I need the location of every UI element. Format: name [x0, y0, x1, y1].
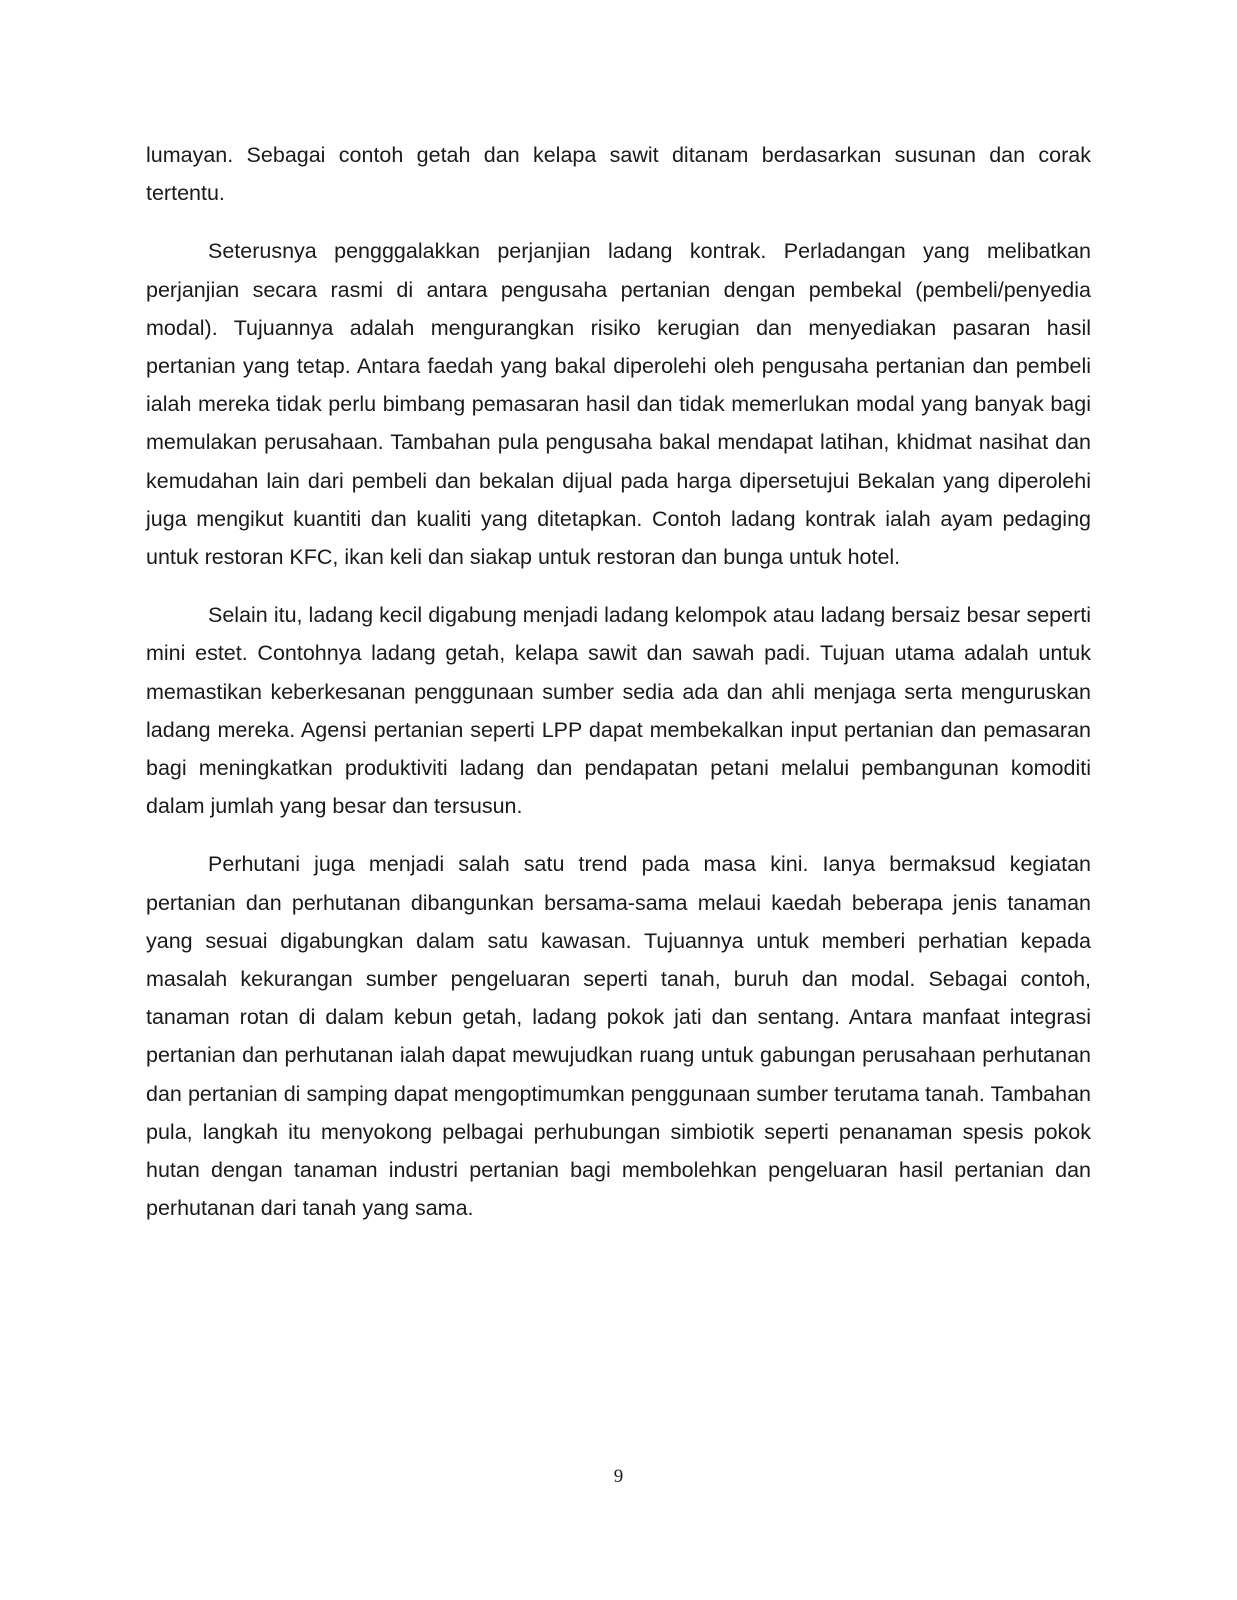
paragraph-ladang-kontrak: Seterusnya pengggalakkan perjanjian ladang kontrak. Perladangan yang melibatkan perjanjian secara rasmi di antara pengusaha pertanian dengan pembekal (pembeli/penyedia modal). Tujuannya adalah mengurangkan risiko kerugian dan menyediakan pasaran hasil pertanian yang tetap. Antara faedah yang bakal diperolehi oleh pengusaha pertanian dan pembeli ialah mereka tidak perlu bimbang pemasaran hasil dan tidak memerlukan modal yang banyak bagi memulakan perusahaan. Tambahan pula pengusaha bakal mendapat latihan, khidmat nasihat dan kemudahan lain dari pembeli dan bekalan dijual pada harga dipersetujui Bekalan yang diperolehi juga mengikut kuantiti dan kualiti yang ditetapkan. Contoh ladang kontrak ialah ayam pedaging untuk restoran KFC, ikan keli dan siakap untuk restoran dan bunga untuk hotel. [146, 239, 1091, 570]
document-body [146, 136, 1091, 1227]
paragraph-ladang-kelompok: Selain itu, ladang kecil digabung menjadi ladang kelompok atau ladang bersaiz besar seperti mini estet. Contohnya ladang getah, kelapa sawit dan sawah padi. Tujuan utama adalah untuk memastikan keberkesanan penggunaan sumber sedia ada dan ahli menjaga serta menguruskan ladang mereka. Agensi pertanian seperti LPP dapat membekalkan input pertanian dan pemasaran bagi meningkatkan produktiviti ladang dan pendapatan petani melalui pembangunan komoditi dalam jumlah yang besar dan tersusun. [146, 603, 1091, 819]
paragraph-continuation: lumayan. Sebagai contoh getah dan kelapa sawit ditanam berdasarkan susunan dan corak tertentu. [146, 143, 1091, 206]
page-number: 9 [613, 1466, 624, 1487]
paragraph-perhutani: Perhutani juga menjadi salah satu trend pada masa kini. Ianya bermaksud kegiatan pertanian dan perhutanan dibangunkan bersama-sama melaui kaedah beberapa jenis tanaman yang sesuai digabungkan dalam satu kawasan. Tujuannya untuk memberi perhatian kepada masalah kekurangan sumber pengeluaran seperti tanah, buruh dan modal. Sebagai contoh, tanaman rotan di dalam kebun getah, ladang pokok jati dan sentang. Antara manfaat integrasi pertanian dan perhutanan ialah dapat mewujudkan ruang untuk gabungan perusahaan perhutanan dan pertanian di samping dapat mengoptimumkan penggunaan sumber terutama tanah. Tambahan pula, langkah itu menyokong pelbagai perhubungan simbiotik seperti penanaman spesis pokok hutan dengan tanaman industri pertanian bagi membolehkan pengeluaran hasil pertanian dan perhutanan dari tanah yang sama. [146, 852, 1091, 1221]
